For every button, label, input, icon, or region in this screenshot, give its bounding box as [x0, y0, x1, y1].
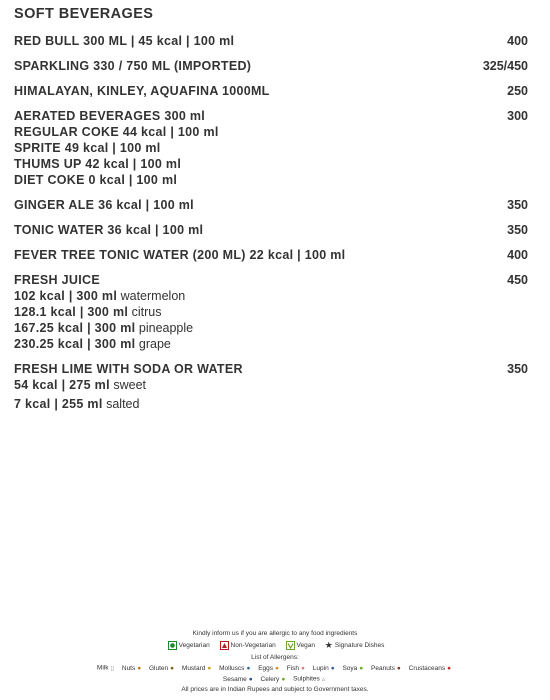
item-price: 325/450	[482, 59, 528, 73]
milk-icon: ▯	[110, 665, 115, 672]
item-variant	[14, 320, 528, 336]
menu-item-fresh-juice	[14, 273, 528, 352]
legend-non-vegetarian	[218, 641, 276, 650]
allergen-eggs	[258, 665, 281, 672]
item-name: FRESH JUICE	[14, 273, 100, 287]
variant-desc: grape	[138, 337, 171, 351]
allergen-label: Peanuts	[371, 664, 395, 672]
allergen-peanuts	[371, 665, 403, 672]
celery-icon: ●	[281, 675, 286, 683]
allergen-label: Fish	[286, 664, 300, 672]
sulphites-icon: ▵	[321, 676, 326, 683]
item-price: 350	[507, 198, 528, 212]
item-name: AERATED BEVERAGES 300 ml	[14, 109, 206, 123]
variant-kcal: 128.1 kcal | 300 ml	[14, 305, 129, 319]
allergens-row	[0, 664, 550, 672]
allergen-crustaceans	[409, 665, 453, 672]
item-sub-line: REGULAR COKE 44 kcal | 100 ml	[14, 125, 219, 139]
legend-signature	[323, 640, 385, 651]
allergen-label: Lupin	[312, 664, 329, 672]
allergen-label: Mustard	[181, 664, 206, 672]
variant-desc: salted	[106, 397, 140, 411]
allergen-label: Sulphites	[293, 675, 320, 683]
variant-desc: citrus	[131, 305, 162, 319]
allergen-nuts	[122, 665, 143, 672]
eggs-icon: ●	[275, 664, 279, 672]
item-price: 350	[507, 223, 528, 237]
menu-item-tonic-water	[14, 223, 528, 238]
item-price: 450	[507, 273, 528, 287]
allergen-label: Nuts	[121, 664, 136, 672]
allergen-label: Molluscs	[219, 664, 245, 672]
beverage-menu	[14, 6, 528, 422]
menu-item-fever-tree-tonic	[14, 248, 528, 263]
item-price: 400	[507, 248, 528, 262]
allergen-sulphites	[293, 675, 327, 683]
variant-desc: watermelon	[120, 289, 186, 303]
allergen-lupin	[313, 665, 337, 672]
soya-icon: ●	[359, 664, 364, 672]
item-variant	[14, 336, 528, 352]
legend-vegan	[284, 641, 315, 650]
peanuts-icon: ●	[396, 664, 401, 672]
item-price: 300	[507, 109, 528, 123]
allergen-mustard	[182, 665, 213, 672]
legend-label: Vegetarian	[178, 642, 210, 650]
molluscs-icon: ●	[246, 664, 251, 672]
legend-label: Non-Vegetarian	[230, 642, 276, 650]
variant-kcal: 230.25 kcal | 300 ml	[14, 337, 136, 351]
variant-desc: sweet	[113, 378, 147, 392]
item-name: FEVER TREE TONIC WATER (200 ML) 22 kcal | 100 ml	[14, 248, 346, 262]
crustaceans-icon: ●	[447, 664, 452, 672]
legend-vegetarian	[166, 641, 210, 650]
section-title: SOFT BEVERAGES	[14, 6, 154, 22]
allergen-label: Celery	[260, 675, 280, 683]
variant-kcal: 102 kcal | 300 ml	[14, 289, 118, 303]
allergen-label: Soya	[342, 664, 358, 672]
item-variant	[14, 304, 528, 320]
legend-label: Vegan	[296, 642, 315, 650]
menu-item-sparkling	[14, 59, 528, 74]
item-name: GINGER ALE 36 kcal | 100 ml	[14, 198, 194, 212]
menu-item-aerated-beverages	[14, 109, 528, 188]
menu-item-water	[14, 84, 528, 99]
allergen-molluscs	[219, 665, 252, 672]
legend-label: Signature Dishes	[334, 642, 385, 650]
item-sub-line: THUMS UP 42 kcal | 100 ml	[14, 157, 182, 171]
variant-kcal: 167.25 kcal | 300 ml	[14, 321, 136, 335]
variant-kcal: 54 kcal | 275 ml	[14, 378, 110, 392]
nuts-icon: ●	[137, 664, 142, 672]
allergen-label: Sesame	[222, 675, 247, 683]
item-price: 250	[507, 84, 528, 98]
allergen-label: Crustaceans	[408, 664, 446, 672]
variant-kcal: 7 kcal | 255 ml	[14, 397, 103, 411]
item-sub-line: DIET COKE 0 kcal | 100 ml	[14, 173, 178, 187]
item-price: 350	[507, 362, 528, 376]
item-name: HIMALAYAN, KINLEY, AQUAFINA 1000ML	[14, 84, 270, 98]
mustard-icon: ●	[207, 664, 212, 672]
diet-legend	[0, 640, 550, 651]
allergens-title: List of Allergens:	[251, 654, 299, 661]
non-vegetarian-icon	[220, 641, 229, 650]
vegan-icon	[286, 641, 295, 650]
allergen-label: Milk	[96, 664, 109, 672]
allergen-milk	[97, 664, 116, 672]
allergen-gluten	[149, 665, 176, 672]
allergen-soya	[342, 665, 365, 672]
item-price: 400	[507, 34, 528, 48]
gluten-icon: ●	[170, 664, 175, 672]
item-variant	[14, 288, 528, 304]
item-name: FRESH LIME WITH SODA OR WATER	[14, 362, 243, 376]
star-icon: ★	[324, 640, 333, 650]
fish-icon: ●	[301, 664, 305, 672]
vegetarian-icon	[168, 641, 177, 650]
allergen-footer	[0, 630, 550, 696]
allergen-label: Gluten	[149, 664, 169, 672]
menu-item-ginger-ale	[14, 198, 528, 213]
allergen-label: Eggs	[258, 664, 274, 672]
prices-note: All prices are in Indian Rupees and subject to Government taxes.	[181, 686, 369, 693]
menu-item-fresh-lime	[14, 362, 528, 412]
item-name: RED BULL 300 ML | 45 kcal | 100 ml	[14, 34, 235, 48]
sesame-icon: ●	[248, 675, 253, 683]
item-name: SPARKLING 330 / 750 ML (IMPORTED)	[14, 59, 252, 73]
variant-desc: pineapple	[138, 321, 194, 335]
item-variant	[14, 396, 528, 412]
allergen-sesame	[223, 676, 255, 683]
allergy-note: Kindly inform us if you are allergic to any food ingredients	[192, 630, 358, 637]
allergens-row	[0, 675, 550, 683]
item-sub-line: SPRITE 49 kcal | 100 ml	[14, 141, 161, 155]
item-name: TONIC WATER 36 kcal | 100 ml	[14, 223, 204, 237]
lupin-icon: ●	[330, 664, 335, 672]
menu-item-red-bull	[14, 34, 528, 49]
allergen-fish	[287, 665, 307, 672]
item-variant	[14, 377, 528, 393]
allergen-celery	[261, 676, 288, 683]
